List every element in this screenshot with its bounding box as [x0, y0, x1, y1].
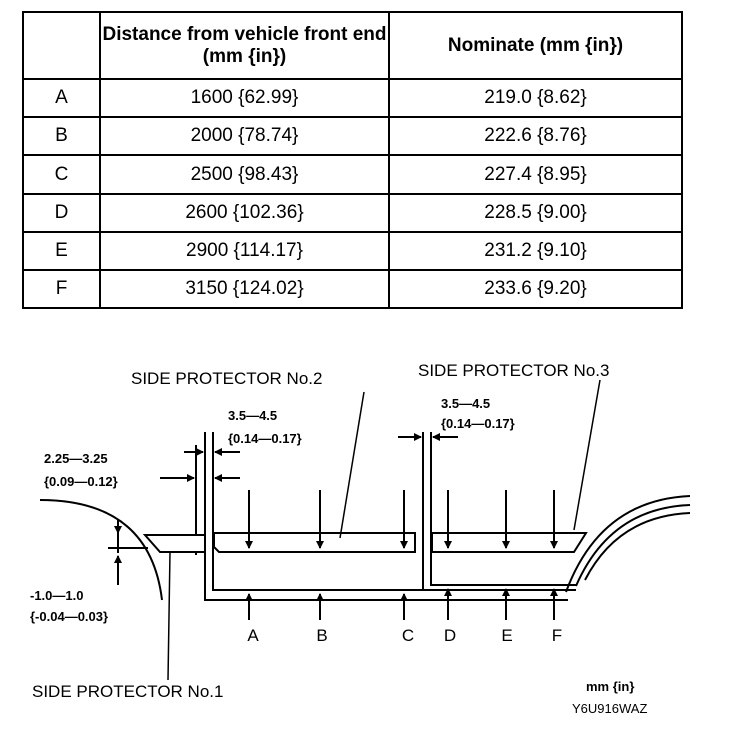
header-nominate: Nominate (mm {in}) [389, 12, 682, 79]
height-tolerance-mm: -1.0—1.0 [30, 588, 84, 603]
leader-lines [168, 380, 600, 680]
side-protector-no3-label: SIDE PROTECTOR No.3 [418, 361, 610, 380]
nominate-cell: 231.2 {9.10} [389, 232, 682, 270]
figure-code: Y6U916WAZ [572, 701, 648, 716]
body-rocker-line [431, 432, 577, 585]
nominate-cell: 222.6 {8.76} [389, 117, 682, 155]
rear-wheel-arch [566, 496, 690, 592]
point-cell: E [23, 232, 100, 270]
side-protector-no2-label: SIDE PROTECTOR No.2 [131, 369, 323, 388]
rear-wheel-arch-line [576, 505, 690, 586]
gap-no3-in: {0.14—0.17} [441, 416, 515, 431]
gap-no3-mm: 3.5—4.5 [441, 396, 491, 411]
gap-arrows [108, 437, 458, 585]
nominate-cell: 227.4 {8.95} [389, 155, 682, 193]
distance-cell: 2500 {98.43} [100, 155, 389, 193]
distance-cell: 1600 {62.99} [100, 79, 389, 117]
point-cell: D [23, 194, 100, 232]
nominate-cell: 219.0 {8.62} [389, 79, 682, 117]
body-rocker-line [213, 432, 576, 590]
point-label-f: F [551, 626, 563, 645]
gap-no2-in: {0.14—0.17} [228, 431, 302, 446]
point-label-c: C [401, 626, 415, 645]
side-protector-no2 [214, 533, 415, 552]
nominate-cell: 233.6 {9.20} [389, 270, 682, 308]
point-cell: C [23, 155, 100, 193]
distance-cell: 2600 {102.36} [100, 194, 389, 232]
point-label-d: D [443, 626, 457, 645]
front-wheel-arch [40, 500, 162, 600]
gap-no1-mm: 2.25—3.25 [44, 451, 108, 466]
gap-no2-mm: 3.5—4.5 [228, 408, 278, 423]
point-label-b: B [316, 626, 328, 645]
header-distance: Distance from vehicle front end (mm {in}) [100, 12, 389, 79]
nominate-cell: 228.5 {9.00} [389, 194, 682, 232]
point-cell: F [23, 270, 100, 308]
point-label-e: E [501, 626, 513, 645]
side-protector-no3 [432, 533, 586, 552]
point-cell: A [23, 79, 100, 117]
body-rocker-line [205, 432, 568, 600]
distance-cell: 2900 {114.17} [100, 232, 389, 270]
distance-cell: 2000 {78.74} [100, 117, 389, 155]
side-protector-no1 [145, 535, 205, 552]
side-protector-no1-label: SIDE PROTECTOR No.1 [32, 682, 224, 701]
unit-note: mm {in} [586, 679, 635, 694]
height-tolerance-in: {-0.04—0.03} [30, 609, 109, 624]
point-cell: B [23, 117, 100, 155]
distance-cell: 3150 {124.02} [100, 270, 389, 308]
gap-no1-in: {0.09—0.12} [44, 474, 118, 489]
point-label-a: A [247, 626, 259, 645]
point-labels [247, 626, 562, 645]
